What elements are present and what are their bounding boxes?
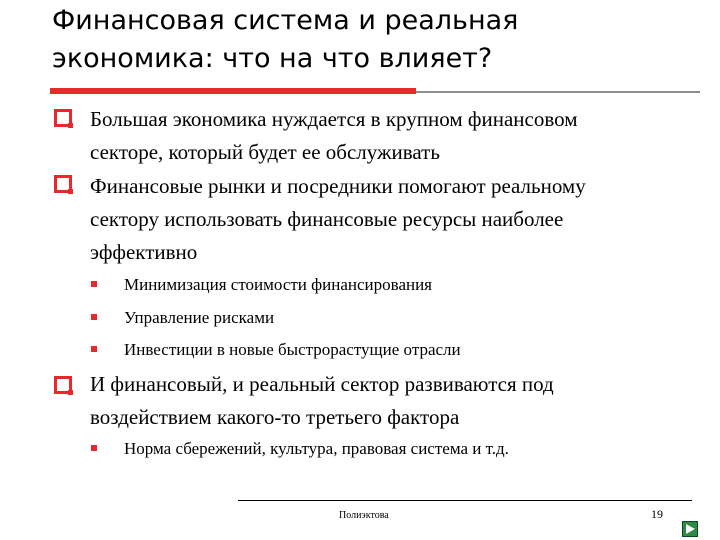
slide-title	[52, 2, 692, 78]
title-underline-red	[50, 88, 416, 94]
footer-author: Полиэктова	[339, 510, 389, 521]
checkbox-bullet-icon	[54, 109, 72, 127]
bullet-2-line-1: Финансовые рынки и посредники помогают реальному	[90, 174, 586, 198]
bullet-1-text	[90, 103, 705, 169]
sub-bullet-2-1: Минимизация стоимости финансирования	[124, 275, 433, 294]
bullet-1-line-2: секторе, который будет ее обслуживать	[90, 140, 440, 164]
bullet-2-line-3: эффективно	[90, 240, 198, 264]
sub-bullet-2-2: Управление рисками	[124, 308, 275, 327]
checkbox-bullet-icon	[54, 175, 72, 193]
title-line-1: Финансовая система и реальная	[52, 5, 519, 36]
checkbox-bullet-icon	[54, 376, 72, 394]
bullet-1-line-1: Большая экономика нуждается в крупном финансовом	[90, 107, 578, 131]
square-bullet-icon	[91, 281, 97, 287]
page-number: 19	[651, 507, 663, 521]
title-underline-gray	[416, 91, 700, 93]
bullet-2-text	[90, 170, 705, 269]
bullet-3-line-1: И финансовый, и реальный сектор развиваются под	[90, 372, 554, 396]
title-line-2: экономика: что на что влияет?	[52, 43, 493, 74]
sub-bullet-2-3: Инвестиции в новые быстрорастущие отрасли	[124, 340, 461, 359]
square-bullet-icon	[91, 314, 97, 320]
bullet-2-line-2: сектору использовать финансовые ресурсы наиболее	[90, 207, 564, 231]
square-bullet-icon	[91, 445, 97, 451]
bullet-3-line-2: воздействием какого-то третьего фактора	[90, 405, 460, 429]
sub-bullet-3-1: Норма сбережений, культура, правовая система и т.д.	[124, 439, 509, 458]
footer-divider	[238, 500, 692, 501]
bullet-3-text	[90, 368, 705, 434]
square-bullet-icon	[91, 346, 97, 352]
next-slide-icon[interactable]	[682, 521, 698, 537]
